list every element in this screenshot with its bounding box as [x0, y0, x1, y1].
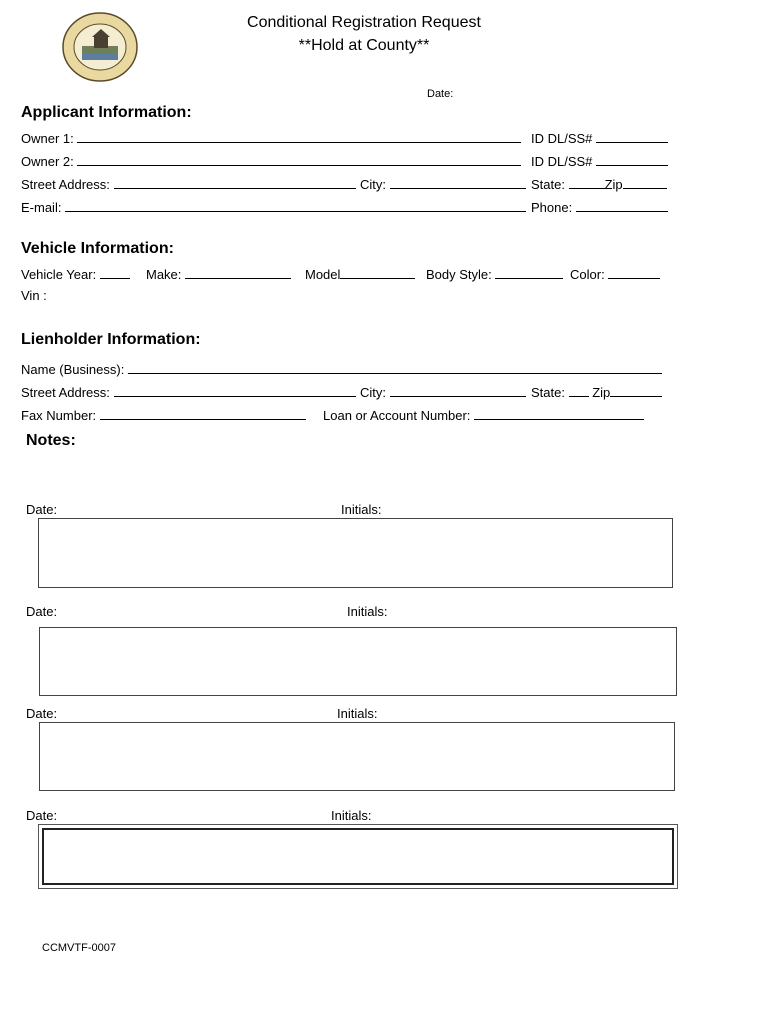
note1-box[interactable] [38, 518, 673, 588]
top-date-label: Date: [427, 88, 454, 100]
fax-label: Fax Number: [21, 408, 97, 423]
lien-state-label: State: [531, 385, 565, 400]
owner2-blank[interactable] [77, 153, 521, 166]
body-style-blank[interactable] [495, 266, 563, 279]
lien-state-blank[interactable] [569, 384, 589, 397]
owner2-id-label: ID DL/SS# [531, 154, 593, 169]
owner2-id-blank[interactable] [596, 153, 668, 166]
note4-box-inner-border [42, 828, 674, 885]
loan-row [323, 407, 644, 424]
body-style-label: Body Style: [426, 267, 492, 282]
owner1-label: Owner 1: [21, 131, 74, 146]
owner1-id-blank[interactable] [596, 130, 668, 143]
email-blank[interactable] [65, 199, 526, 212]
fax-blank[interactable] [100, 407, 306, 420]
vin-label: Vin : [21, 288, 47, 303]
note3-date-label: Date: [26, 706, 58, 721]
model-blank[interactable] [340, 266, 415, 279]
applicant-city-label: City: [360, 177, 386, 192]
phone-row [531, 199, 668, 216]
color-label: Color: [570, 267, 605, 282]
note3-initials-label: Initials: [337, 706, 378, 721]
vehicle-year-blank[interactable] [100, 266, 130, 279]
vehicle-year-label: Vehicle Year: [21, 267, 97, 282]
applicant-city-blank[interactable] [390, 176, 526, 189]
note4-date-label: Date: [26, 808, 58, 823]
email-row [21, 199, 526, 216]
applicant-zip-label: Zip [604, 177, 623, 192]
form-title: Conditional Registration Request [247, 14, 481, 31]
note1-initials-label: Initials: [341, 502, 382, 517]
lienholder-heading: Lienholder Information: [21, 331, 201, 348]
email-label: E-mail: [21, 200, 62, 215]
phone-label: Phone: [531, 200, 573, 215]
owner1-row [21, 130, 521, 147]
applicant-street-row [21, 176, 356, 193]
phone-blank[interactable] [576, 199, 668, 212]
lien-street-label: Street Address: [21, 385, 110, 400]
color-row [570, 266, 660, 283]
note2-initials-label: Initials: [347, 604, 388, 619]
owner1-id-row [531, 130, 668, 147]
applicant-street-label: Street Address: [21, 177, 110, 192]
note4-initials-label: Initials: [331, 808, 372, 823]
lien-name-row [21, 361, 662, 378]
model-row [305, 266, 415, 283]
body-style-row [426, 266, 563, 283]
loan-blank[interactable] [474, 407, 644, 420]
lien-name-blank[interactable] [128, 361, 662, 374]
model-label: Model [305, 267, 341, 282]
applicant-zip-blank[interactable] [623, 176, 667, 189]
applicant-state-row [531, 176, 667, 193]
lien-city-label: City: [360, 385, 386, 400]
owner1-blank[interactable] [77, 130, 521, 143]
lien-zip-label: Zip [592, 385, 611, 400]
applicant-street-blank[interactable] [114, 176, 356, 189]
form-code: CCMVTF-0007 [42, 942, 116, 954]
owner2-id-row [531, 153, 668, 170]
lien-name-label: Name (Business): [21, 362, 125, 377]
note1-date-label: Date: [26, 502, 58, 517]
form-subtitle: **Hold at County** [298, 37, 430, 54]
applicant-state-label: State: [531, 177, 565, 192]
note4-box[interactable] [38, 824, 678, 889]
lien-zip-blank[interactable] [610, 384, 662, 397]
loan-label: Loan or Account Number: [323, 408, 471, 423]
owner2-label: Owner 2: [21, 154, 74, 169]
owner1-id-label: ID DL/SS# [531, 131, 593, 146]
lien-street-row [21, 384, 356, 401]
lien-city-blank[interactable] [390, 384, 526, 397]
fax-row [21, 407, 306, 424]
make-label: Make: [146, 267, 182, 282]
note2-date-label: Date: [26, 604, 58, 619]
applicant-heading: Applicant Information: [21, 104, 192, 121]
lien-state-row [531, 384, 662, 401]
lien-city-row [360, 384, 526, 401]
vehicle-year-row [21, 266, 130, 283]
make-row [146, 266, 291, 283]
lien-street-blank[interactable] [114, 384, 356, 397]
make-blank[interactable] [185, 266, 291, 279]
vehicle-heading: Vehicle Information: [21, 240, 174, 257]
note3-box[interactable] [39, 722, 675, 791]
applicant-city-row [360, 176, 526, 193]
applicant-state-blank[interactable] [569, 176, 605, 189]
notes-heading: Notes: [26, 432, 76, 449]
owner2-row [21, 153, 521, 170]
note2-box[interactable] [39, 627, 677, 696]
color-blank[interactable] [608, 266, 660, 279]
